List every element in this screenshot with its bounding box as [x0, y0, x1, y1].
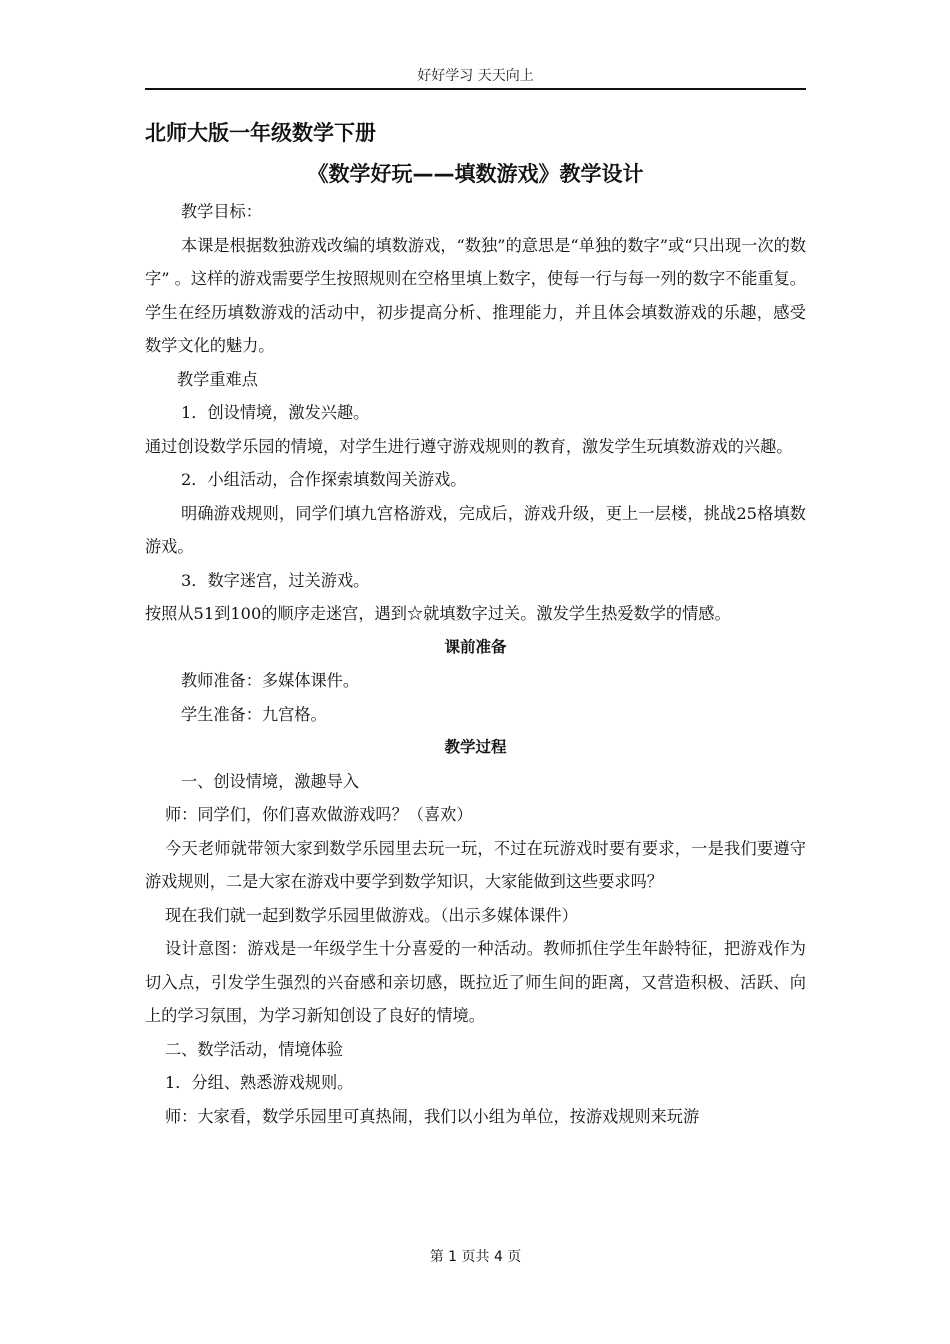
paragraph-teacher-instruction: 师：大家看，数学乐园里可真热闹，我们以小组为单位，按游戏规则来玩游	[165, 1106, 700, 1126]
document-title-lesson: 《数学好玩——填数游戏》教学设计	[307, 162, 644, 186]
paragraph-design-intent: 设计意图：游戏是一年级学生十分喜爱的一种活动。教师抓住学生年龄特征，把游戏作为切入点，引发学生强烈的兴奋感和亲切感，既拉近了师生间的距离，又营造积极、活跃、向上的学习氛围，为学习新知创设了良好的情境。	[145, 939, 806, 1025]
document-title-grade: 北师大版一年级数学下册	[145, 121, 376, 145]
page-header: 好好学习 天天向上	[417, 68, 534, 84]
document-body	[145, 113, 806, 1133]
paragraph-step-2-item-1: 1．分组、熟悉游戏规则。	[165, 1073, 354, 1092]
paragraph-point-3-text: 按照从51到100的顺序走迷宫，遇到☆就填数字过关。激发学生热爱数学的情感。	[145, 604, 731, 623]
paragraph-point-3: 3．数字迷宫，过关游戏。	[181, 570, 370, 590]
paragraph-key-points-heading: 教学重难点	[177, 369, 258, 389]
header-divider	[145, 88, 806, 90]
paragraph-student-prep: 学生准备：九宫格。	[181, 704, 327, 724]
page-footer-number: 第 1 页共 4 页	[429, 1249, 522, 1265]
paragraph-point-2: 2．小组活动，合作探索填数闯关游戏。	[181, 470, 467, 489]
paragraph-step-1-heading: 一、创设情境，激趣导入	[181, 771, 360, 791]
paragraph-objectives-text: 本课是根据数独游戏改编的填数游戏，“数独”的意思是“单独的数字”或“只出现一次的数字” 。这样的游戏需要学生按照规则在空格里填上数字，使每一行与每一列的数字不能重复。学生在经历填数游戏的活动中，初步提高分析、推理能力，并且体会填数游戏的乐趣，感受数学文化的魅力。	[145, 235, 806, 355]
section-heading-preparation: 课前准备	[444, 637, 507, 656]
paragraph-teacher-question: 师：同学们，你们喜欢做游戏吗？（喜欢）	[165, 805, 473, 824]
paragraph-teacher-prep: 教师准备：多媒体课件。	[181, 671, 360, 690]
paragraph-start-game: 现在我们就一起到数学乐园里做游戏。（出示多媒体课件）	[165, 905, 578, 925]
paragraph-point-1-text: 通过创设数学乐园的情境，对学生进行遵守游戏规则的教育，激发学生玩填数游戏的兴趣。	[145, 436, 793, 456]
paragraph-teacher-intro: 今天老师就带领大家到数学乐园里去玩一玩，不过在玩游戏时要有要求，一是我们要遵守游戏规则，二是大家在游戏中要学到数学知识，大家能做到这些要求吗？	[145, 838, 806, 891]
paragraph-step-2-heading: 二、数学活动，情境体验	[165, 1039, 344, 1059]
paragraph-objectives-heading: 教学目标：	[181, 202, 262, 221]
paragraph-point-2-text: 明确游戏规则，同学们填九宫格游戏，完成后，游戏升级，更上一层楼，挑战25格填数游戏。	[145, 503, 806, 556]
paragraph-point-1: 1．创设情境，激发兴趣。	[181, 403, 370, 422]
section-heading-process: 教学过程	[444, 738, 507, 756]
